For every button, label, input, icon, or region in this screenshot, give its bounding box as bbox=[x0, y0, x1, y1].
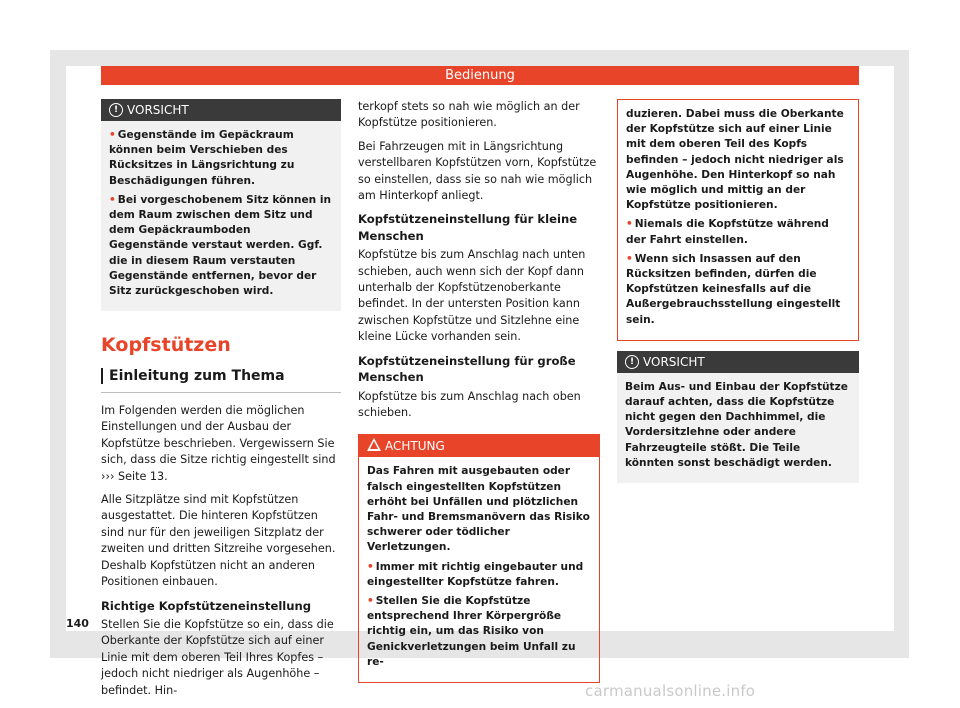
bullet-icon: • bbox=[109, 129, 116, 141]
list-item bbox=[109, 128, 333, 189]
section-heading: Richtige Kopfstützeneinstellung bbox=[101, 598, 312, 613]
vorsicht-label: VORSICHT bbox=[127, 103, 189, 117]
paragraph: Beim Aus- und Einbau der Kopfstütze darauf achten, dass die Kopfstütze nicht gegen den Dachhimmel, die Vordersitzlehne oder andere Fahrzeugteile stößt. Die Teile könnten sonst beschädigt werden. bbox=[625, 380, 848, 469]
paragraph: Kopfstütze bis zum Anschlag nach unten schieben, auch wenn sich der Kopf dann unterhalb der Kopfstützenoberkante befindet. In der untersten Position kann zwischen Kopfstütze und Sitzlehne eine kleine Lücke vorhanden sein. bbox=[358, 248, 586, 344]
bullet-icon: • bbox=[367, 560, 374, 573]
column-2 bbox=[358, 99, 600, 683]
bullet-icon: • bbox=[626, 218, 633, 231]
column-1 bbox=[101, 99, 341, 706]
divider bbox=[101, 392, 341, 393]
vorsicht-label: VORSICHT bbox=[643, 354, 705, 369]
bullet-icon: • bbox=[367, 594, 374, 607]
vorsicht-header bbox=[101, 99, 341, 121]
watermark: carmanualsonline.info bbox=[585, 682, 756, 700]
paragraph: Alle Sitzplätze sind mit Kopfstützen ausgestattet. Die hinteren Kopfstützen sind nur für den jeweiligen Sitzplatz der zweiten und dritten Sitzreihe vorgesehen. Deshalb Kopfstützen nicht an anderen Positionen einbauen. bbox=[101, 493, 336, 589]
list-item bbox=[109, 193, 333, 299]
list-item bbox=[626, 252, 850, 328]
info-icon: ! bbox=[109, 103, 123, 117]
paragraph: Kopfstütze bis zum Anschlag nach oben schieben. bbox=[358, 389, 581, 419]
list-item-text: Wenn sich Insassen auf den Rücksitzen befinden, dürfen die Kopfstützen keinesfalls auf die Außergebrauchsstellung eingestellt sein. bbox=[626, 252, 841, 326]
list-item-text: Bei vorgeschobenem Sitz können in dem Raum zwischen dem Sitz und dem Gepäckraumboden Gegenstände verstaut werden. Ggf. die in diesem Raum verstauten Gegenstände entfernen, bevor der Sitz zurückgeschoben wird. bbox=[109, 193, 332, 298]
vorsicht-header bbox=[617, 351, 859, 373]
warning-icon bbox=[367, 438, 381, 451]
list-item-text: Gegenstände im Gepäckraum können beim Verschieben des Rücksitzes in Längsrichtung zu Beschädigungen führen. bbox=[109, 129, 295, 187]
achtung-box bbox=[358, 434, 600, 683]
column-3 bbox=[617, 99, 859, 483]
list-item bbox=[367, 594, 591, 670]
vorsicht-body bbox=[617, 373, 859, 483]
list-item bbox=[367, 560, 591, 590]
section-header: Bedienung bbox=[101, 66, 859, 85]
paragraph: terkopf stets so nah wie möglich an der Kopfstütze positionieren. bbox=[358, 100, 580, 130]
achtung-body-continued bbox=[618, 100, 858, 340]
info-icon: ! bbox=[625, 355, 639, 369]
section-heading: Kopfstützeneinstellung für kleine Menschen bbox=[358, 212, 578, 243]
paragraph: Das Fahren mit ausgebauten oder falsch eingestellten Kopfstützen erhöht bei Unfällen und plötzlichen Fahr- und Bremsmanövern das Risiko schwerer oder tödlicher Verletzungen. bbox=[367, 465, 590, 554]
vorsicht-body bbox=[101, 121, 341, 311]
paragraph: Bei Fahrzeugen mit in Längsrichtung verstellbaren Kopfstützen vorn, Kopfstütze so einstellen, dass sie so nah wie möglich am Hinterkopf anliegt. bbox=[358, 139, 597, 203]
paragraph: duzieren. Dabei muss die Oberkante der Kopfstütze sich auf einer Linie mit dem oberen Teil des Kopfs befinden – jedoch nicht niedriger als Augenhöhe. Den Hinterkopf so nah wie möglich und mittig an der Kopfstütze positionieren. bbox=[626, 108, 844, 212]
list-item-text: Immer mit richtig eingebauter und eingestellter Kopfstütze fahren. bbox=[367, 560, 584, 588]
achtung-body bbox=[359, 457, 599, 682]
page-title: Kopfstützen bbox=[101, 334, 231, 357]
section-heading: Kopfstützeneinstellung für große Menschen bbox=[358, 353, 576, 385]
achtung-header bbox=[359, 435, 599, 457]
achtung-box-continued bbox=[617, 99, 859, 341]
vorsicht-box bbox=[617, 351, 859, 483]
page-number: 140 bbox=[66, 617, 89, 630]
bullet-icon: • bbox=[626, 252, 633, 265]
paragraph: Im Folgenden werden die möglichen Einstellungen und der Ausbau der Kopfstütze beschrieben. Vergewissern Sie sich, dass die Sitze richtig eingestellt sind ››› Seite 13. bbox=[101, 404, 336, 483]
achtung-label: ACHTUNG bbox=[385, 439, 445, 454]
paragraph: Stellen Sie die Kopfstütze so ein, dass die Oberkante der Kopfstütze sich auf einer Linie mit dem oberen Teil Ihres Kopfes – jedoch nicht niedriger als Augenhöhe – befindet. Hin- bbox=[101, 617, 334, 697]
subheading-block bbox=[101, 368, 341, 384]
list-item bbox=[626, 217, 850, 247]
list-item-text: Niemals die Kopfstütze während der Fahrt einstellen. bbox=[626, 218, 829, 246]
vorsicht-box bbox=[101, 99, 341, 311]
bullet-icon: • bbox=[109, 193, 116, 206]
subheading: Einleitung zum Thema bbox=[109, 367, 285, 384]
list-item-text: Stellen Sie die Kopfstütze entsprechend Ihrer Körpergröße richtig ein, um das Risiko von Genickverletzungen beim Unfall zu re- bbox=[367, 594, 576, 668]
